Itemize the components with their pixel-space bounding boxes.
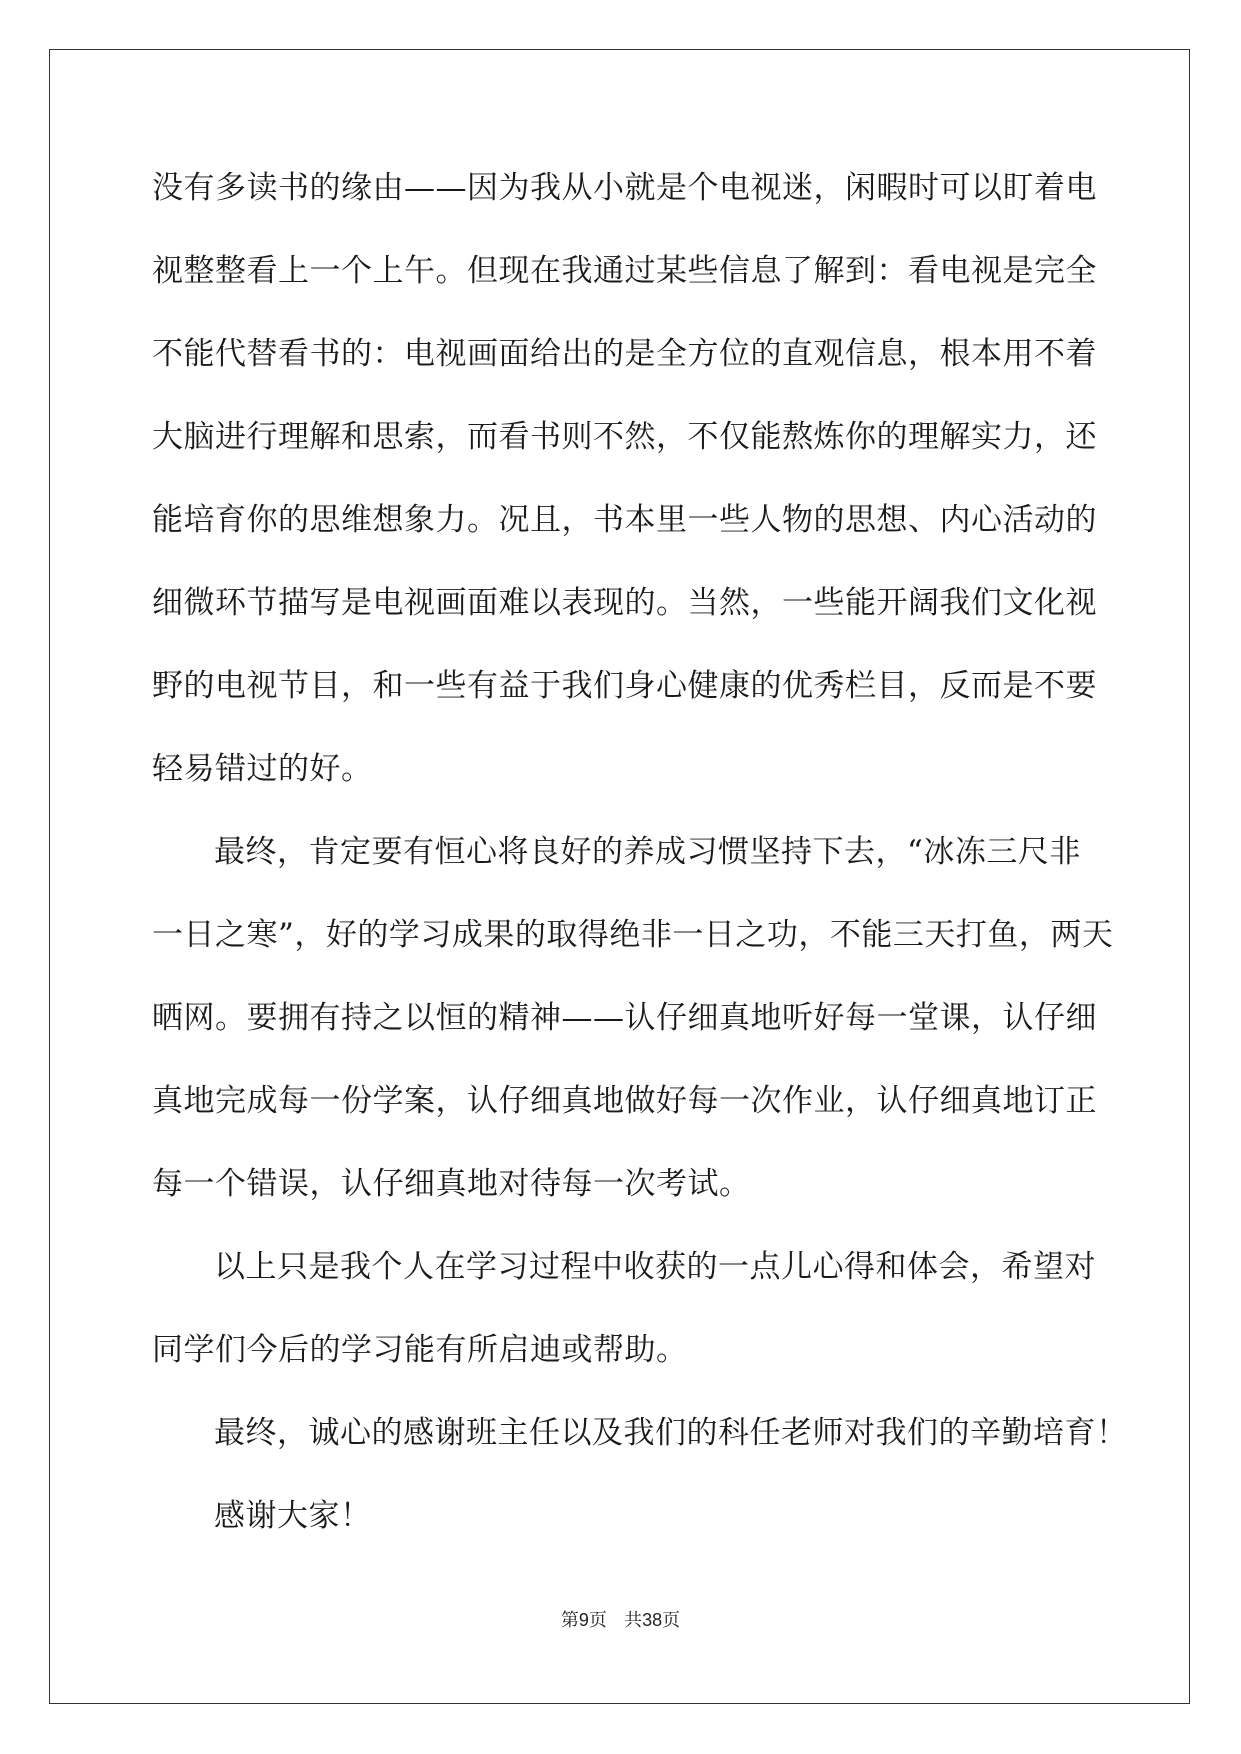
footer-total-suffix: 页 (662, 1610, 681, 1631)
total-page-count: 38 (642, 1610, 663, 1630)
paragraph-1 (152, 147, 1097, 811)
text-line: 晒网。要拥有持之以恒的精神——认仔细真地听好每一堂课，认仔细 (152, 1000, 1097, 1036)
text-line: 真地完成每一份学案，认仔细真地做好每一次作业，认仔细真地订正 (152, 1083, 1097, 1119)
page-footer (0, 1606, 1241, 1632)
current-page-number: 9 (578, 1610, 589, 1630)
paragraph-4 (152, 1392, 1128, 1475)
text-line: 大脑进行理解和思索，而看书则不然，不仅能熬炼你的理解实力，还 (152, 419, 1097, 455)
text-line: 视整整看上一个上午。但现在我通过某些信息了解到：看电视是完全 (152, 253, 1097, 289)
text-line: 不能代替看书的：电视画面给出的是全方位的直观信息，根本用不着 (152, 336, 1097, 372)
paragraph-3 (152, 1226, 1096, 1392)
text-line: 没有多读书的缘由——因为我从小就是个电视迷，闲暇时可以盯着电 (152, 170, 1097, 206)
text-line: 感谢大家！ (214, 1498, 372, 1534)
text-line: 最终，肯定要有恒心将良好的养成习惯坚持下去，“冰冻三尺非 (214, 834, 1081, 870)
text-line: 同学们今后的学习能有所启迪或帮助。 (152, 1332, 688, 1368)
document-body (152, 147, 1128, 1558)
text-line: 能培育你的思维想象力。况且，书本里一些人物的思想、内心活动的 (152, 502, 1097, 538)
text-line: 轻易错过的好。 (152, 751, 373, 787)
text-line: 以上只是我个人在学习过程中收获的一点儿心得和体会，希望对 (214, 1249, 1096, 1285)
text-line: 最终，诚心的感谢班主任以及我们的科任老师对我们的辛勤培育！ (214, 1415, 1128, 1451)
text-line: 每一个错误，认仔细真地对待每一次考试。 (152, 1166, 751, 1202)
footer-total-prefix: 共 (624, 1610, 643, 1631)
paragraph-5 (152, 1475, 1088, 1558)
footer-prefix: 第 (560, 1610, 579, 1631)
text-line: 细微环节描写是电视画面难以表现的。当然，一些能开阔我们文化视 (152, 585, 1097, 621)
paragraph-2 (152, 811, 1114, 1226)
text-line: 一日之寒”，好的学习成果的取得绝非一日之功，不能三天打鱼，两天 (152, 917, 1114, 953)
footer-page-suffix: 页 (588, 1610, 607, 1631)
text-line: 野的电视节目，和一些有益于我们身心健康的优秀栏目，反而是不要 (152, 668, 1097, 704)
